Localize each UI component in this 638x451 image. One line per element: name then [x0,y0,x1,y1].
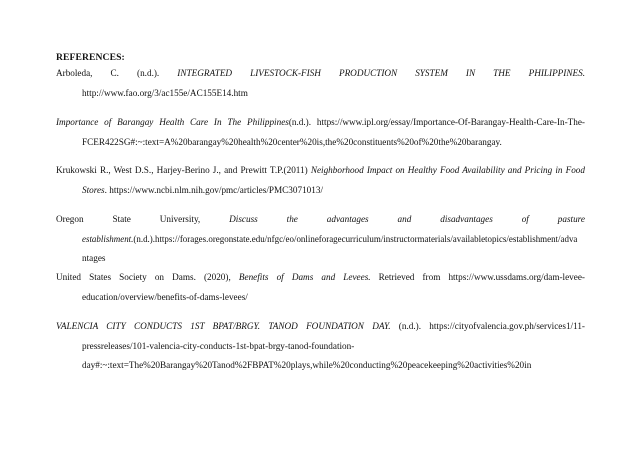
reference-title-continued: Stores [82,184,105,195]
reference-title: VALENCIA CITY CONDUCTS 1ST BPAT/BRGY. TANOD FOUNDATION DAY. [56,321,391,331]
reference-authors: United States Society on Dams. (2020), [56,272,239,282]
references-heading: REFERENCES: [56,52,125,63]
reference-line [56,356,585,376]
reference-entry-krukowski [56,161,585,200]
reference-entry-oregon-state [56,210,585,269]
reference-url-link[interactable]: FCER422SG#:~:text=A%20barangay%20health%20center%20is,the%20constituents%20of%20the%20barangay. [82,136,502,147]
reference-line [56,317,585,337]
reference-title: Benefits of Dams and Levees. [238,272,371,282]
reference-url-link-continued[interactable]: day#:~:text=The%20Barangay%20Tanod%2FBPAT%20plays,while%20conducting%20peacekeeping%20activities%20in [82,360,532,370]
reference-url-text[interactable]: (n.d.). https://cityofvalencia.gov.ph/services1/11- [390,321,585,331]
reference-entry-arboleda [56,64,585,103]
reference-line [56,210,585,230]
reference-url-link[interactable]: (n.d.).https://forages.oregonstate.edu/nfgc/eo/onlineforagecurriculum/instructormaterials/availabletopics/establishment/adva [133,233,578,244]
reference-url-link[interactable]: . https://www.ncbi.nlm.nih.gov/pmc/articles/PMC3071013/ [104,184,324,195]
reference-url-link-continued[interactable]: ntages [82,253,106,263]
reference-title-continued: establishment. [82,233,134,244]
reference-entry-valencia [56,317,585,376]
reference-line [56,268,585,288]
reference-entry-barangay-health [56,113,585,152]
reference-line [56,181,585,201]
reference-authors: Oregon State University, [56,214,230,224]
reference-title: INTEGRATED LIVESTOCK-FISH PRODUCTION SYSTEM IN THE PHILIPPINES. [177,68,585,78]
reference-retrieved-text: Retrieved from https://www.ussdams.org/dam-levee- [370,272,585,282]
reference-authors: Krukowski R., West D.S., Harjey-Berino J., and Prewitt T.P.(2011) [56,165,311,175]
reference-authors: Arboleda, C. (n.d.). [56,68,178,78]
reference-line [56,64,585,84]
reference-url-text[interactable]: (n.d.). https://www.ipl.org/essay/Importance-Of-Barangay-Health-Care-In-The- [288,117,585,127]
reference-url-link[interactable]: http://www.fao.org/3/ac155e/AC155E14.htm [82,87,248,98]
reference-entry-ussd [56,268,585,307]
reference-line [56,249,585,269]
reference-line [56,113,585,133]
reference-line [56,161,585,181]
reference-line [56,337,585,357]
reference-title: Discuss the advantages and disadvantages of pasture [229,214,585,224]
reference-title: Neighborhood Impact on Healthy Food Availability and Pricing in Food [310,165,585,175]
reference-line [56,230,585,250]
reference-title: Importance of Barangay Health Care In The Philippines [56,117,289,127]
reference-url-link[interactable]: education/overview/benefits-of-dams-levees/ [82,291,248,302]
reference-line [56,288,585,308]
reference-line [56,84,585,104]
reference-url-link[interactable]: pressreleases/101-valencia-city-conducts-1st-bpat-brgy-tanod-foundation- [82,340,355,351]
reference-line [56,133,585,153]
